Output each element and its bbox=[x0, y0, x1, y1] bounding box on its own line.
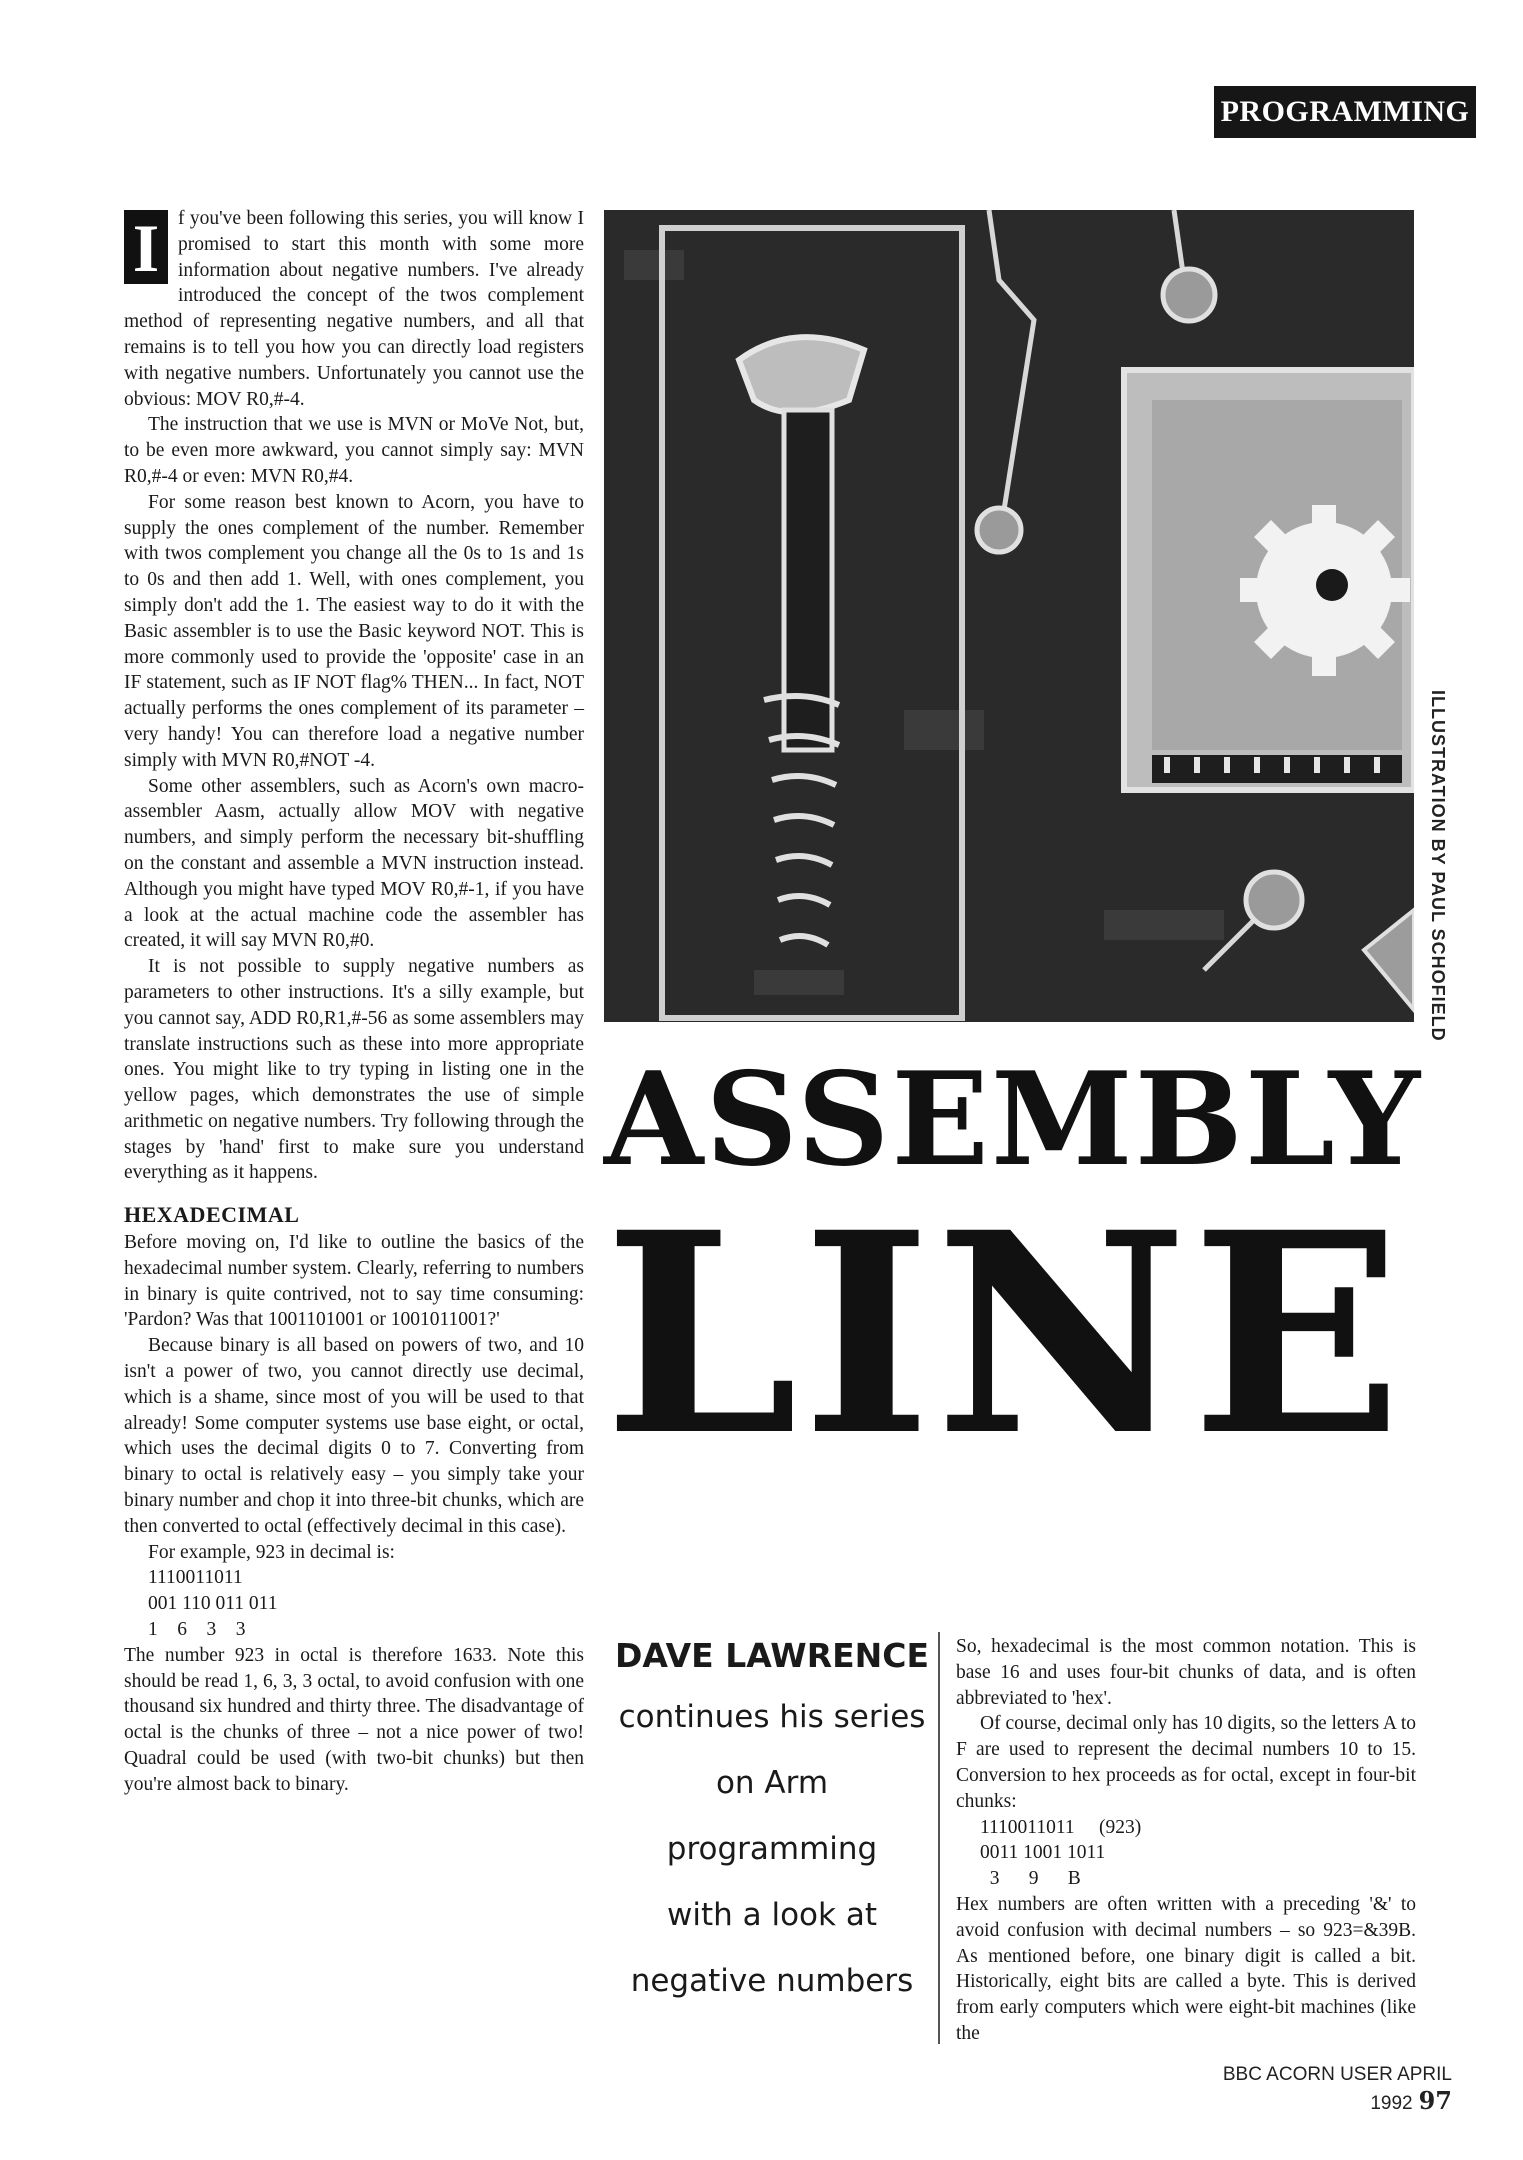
standfirst-line: on Arm bbox=[715, 1765, 829, 1801]
article-illustration bbox=[604, 210, 1414, 1022]
page-footer bbox=[1152, 2064, 1452, 2115]
body-paragraph: For example, 923 in decimal is: bbox=[148, 1541, 395, 1563]
author-name: DAVE LAWRENCE bbox=[614, 1636, 930, 1675]
hex-example-line: 1110011011 (923) bbox=[980, 1816, 1142, 1838]
body-paragraph: Hex numbers are often written with a preceding '&' to avoid confusion with decimal numbers – so 923=&39B. As mentioned before, one binary digit is called a bit. Historically, eight bits are called a byte. This is derived from early computers which were eight-bit machines (like the bbox=[956, 1893, 1416, 2044]
left-column bbox=[124, 206, 584, 1798]
cog-panel-drawing bbox=[1124, 370, 1414, 790]
standfirst-line: negative numbers bbox=[630, 1963, 914, 1999]
hex-example-line: 0011 1001 1011 bbox=[980, 1842, 1106, 1864]
publication-name: BBC ACORN USER APRIL 1992 bbox=[1222, 2064, 1452, 2114]
body-paragraph: Some other assemblers, such as Acorn's own macro-assembler Aasm, actually allow MOV with negative numbers, and simply perform the necessary bit-shuffling on the constant and assemble a MVN instruction instead. Although you might have typed MOV R0,#-1, if you have a look at the actual machine code the assembler has created, it will say MVN R0,#0. bbox=[124, 775, 584, 952]
intro-paragraph: I f you've been following this series, you will know I promised to start this month with some more information about negative numbers. I've already introduced the concept of the twos complement method of representing negative numbers, and all that remains is to tell you how you can directly load registers with negative numbers. Unfortunately you cannot use the obvious: MOV R0,#-4. bbox=[124, 208, 584, 410]
body-paragraph: The instruction that we use is MVN or MoVe Not, but, to be even more awkward, you cannot simply say: MVN R0,#-4 or even: MVN R0,#4. bbox=[124, 414, 584, 487]
byline bbox=[614, 1628, 930, 2014]
subhead-hexadecimal: HEXADECIMAL bbox=[124, 1202, 300, 1228]
body-paragraph: Because binary is all based on powers of two, and 10 isn't a power of two, you cannot directly use decimal, which is a shame, since most of you will be used to that already! Some computer systems use base eight, or octal, which uses the decimal digits 0 to 7. Converting from binary to octal is relatively easy – you simply take your binary number and chop it into three-bit chunks, which are then converted to octal (effectively decimal in this case). bbox=[124, 1335, 584, 1537]
octal-example-line: 001 110 011 011 bbox=[148, 1593, 278, 1615]
octal-example-line: 1 6 3 3 bbox=[148, 1619, 246, 1641]
headline-line-2: LINE bbox=[604, 1173, 1406, 1497]
hex-example-line: 3 9 B bbox=[980, 1868, 1081, 1890]
page-number: 97 bbox=[1418, 2086, 1452, 2115]
body-paragraph: It is not possible to supply negative numbers as parameters to other instructions. It's a silly example, but you cannot say, ADD R0,R1,#-56 as some assemblers may translate instructions such as these into more appropriate ones. You might like to try typing in listing one in the yellow pages, which demonstrates the use of simple arithmetic on negative numbers. Try following through the stages by 'hand' first to make sure you understand everything as it happens. bbox=[124, 956, 584, 1184]
column-divider bbox=[938, 1632, 940, 2044]
octal-example-line: 1110011011 bbox=[148, 1567, 243, 1589]
body-paragraph: For some reason best known to Acorn, you have to supply the ones complement of the number. Remember with twos complement you change all the 0s to 1s and 1s to 0s and then add 1. Well, with ones complement, you simply don't add the 1. The easiest way to do it with the Basic assembler is to use the Basic keyword NOT. This is more commonly used to provide the 'opposite' case in an IF statement, such as IF NOT flag% THEN... In fact, NOT actually performs the ones complement of its parameter – very handy! You can therefore load a negative number simply with MVN R0,#NOT -4. bbox=[124, 491, 584, 771]
section-tag: PROGRAMMING bbox=[1214, 86, 1476, 138]
body-paragraph: Before moving on, I'd like to outline the basics of the hexadecimal number system. Clearly, referring to numbers in binary is quite contrived, not to say time consuming: 'Pardon? Was that 1001101001 or 1001011001?' bbox=[124, 1232, 584, 1331]
standfirst-line: continues his series bbox=[618, 1699, 926, 1735]
body-paragraph: Of course, decimal only has 10 digits, so the letters A to F are used to represent the decimal numbers 10 to 15. Conversion to hex proceeds as for octal, except in four-bit chunks: bbox=[956, 1713, 1416, 1812]
illustration-credit: ILLUSTRATION BY PAUL SCHOFIELD bbox=[1428, 690, 1448, 1042]
standfirst-line: programming bbox=[666, 1831, 878, 1867]
drop-cap: I bbox=[124, 210, 168, 284]
standfirst-line: with a look at bbox=[667, 1897, 877, 1933]
right-column bbox=[956, 1634, 1416, 2047]
headline-line-1: ASSEMBLY bbox=[604, 1045, 1422, 1195]
body-paragraph: The number 923 in octal is therefore 1633. Note this should be read 1, 6, 3, 3 octal, to avoid confusion with one thousand six hundred and thirty three. The disadvantage of octal is the chunks of three – not a nice power of two! Quadral could be used (with two-bit chunks) but then you're almost back to binary. bbox=[124, 1644, 584, 1795]
body-paragraph: So, hexadecimal is the most common notation. This is base 16 and uses four-bit chunks of data, and is often abbreviated to 'hex'. bbox=[956, 1636, 1416, 1709]
